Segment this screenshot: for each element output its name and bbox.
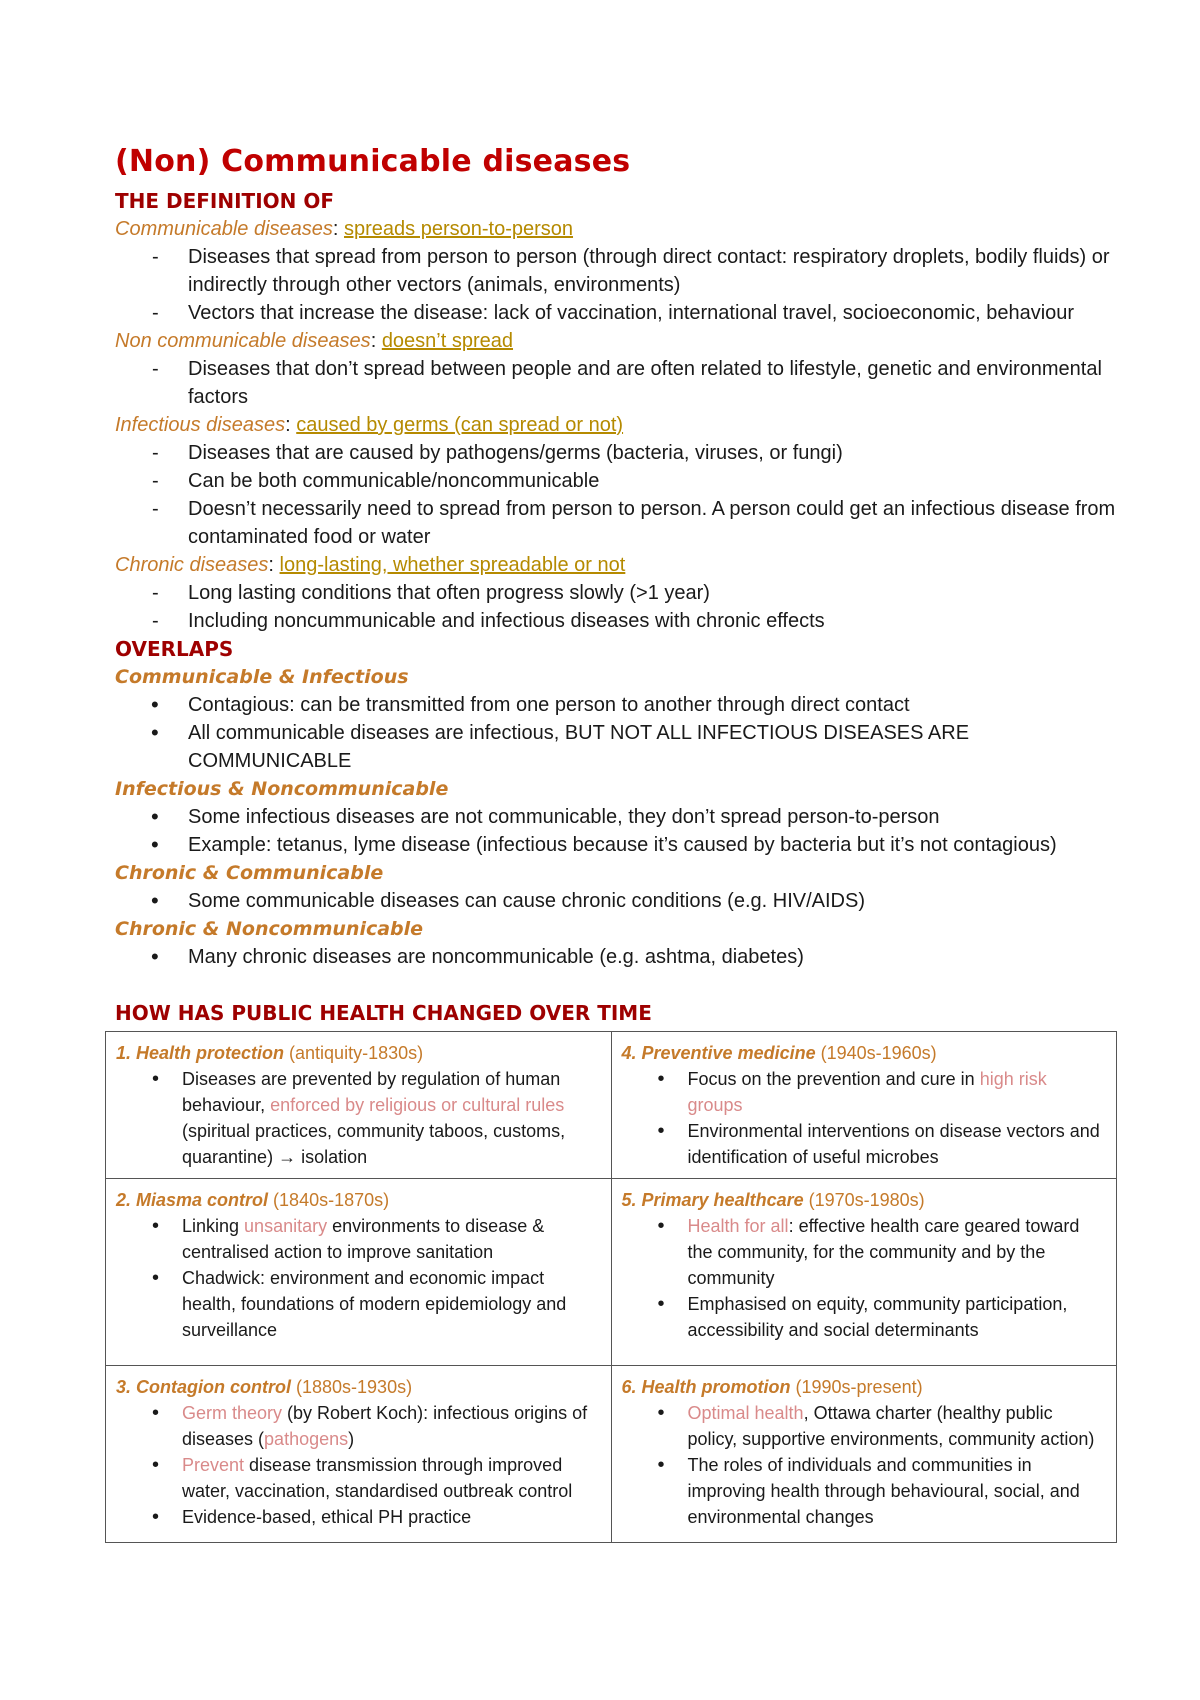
phase-heading: [622, 1374, 1107, 1400]
list-item: • Many chronic diseases are noncommunicable (e.g. ashtma, diabetes): [115, 943, 1125, 971]
definition-colon: :: [268, 554, 280, 576]
history-heading: HOW HAS PUBLIC HEALTH CHANGED OVER TIME: [115, 1001, 652, 1025]
table-row: [106, 1179, 1117, 1366]
list-item: - Diseases that don’t spread between people and are often related to lifestyle, genetic and environmental factors: [115, 355, 1125, 411]
list-item: • Example: tetanus, lyme disease (infectious because it’s caused by bacteria but it’s not contagious): [115, 831, 1125, 859]
table-row: [106, 1032, 1117, 1179]
list-item: • Some infectious diseases are not communicable, they don’t spread person-to-person: [115, 803, 1125, 831]
definition-bullets: [115, 243, 1125, 327]
definition-term: Chronic diseases: [115, 554, 269, 576]
highlight-text: Health for all: [687, 1216, 789, 1236]
bullet-text: Emphasised on equity, community participation, accessibility and social determinants: [687, 1294, 1068, 1340]
bullet-text: Diseases are prevented by regulation of human behaviour,: [182, 1069, 561, 1115]
overlap-bullets: [115, 943, 1125, 971]
list-item: [116, 1504, 601, 1530]
phase-bullets: [116, 1213, 601, 1343]
phase-cell: [106, 1366, 612, 1543]
bullet-text: ): [348, 1429, 355, 1449]
list-item: - Vectors that increase the disease: lack of vaccination, international travel, socioeconomic, behaviour: [115, 299, 1125, 327]
definition-line: [115, 551, 1125, 579]
definition-colon: :: [332, 218, 345, 240]
bullet-text: Evidence-based, ethical PH practice: [182, 1507, 472, 1527]
bullet-text: disease transmission through improved water, vaccination, standardised outbreak control: [182, 1455, 573, 1501]
phase-number: 6.: [621, 1377, 642, 1397]
phase-years: (1970s-1980s): [803, 1190, 925, 1210]
definition-bullets: [115, 355, 1125, 411]
list-item: [116, 1265, 601, 1343]
list-item: - Can be both communicable/noncommunicable: [115, 467, 1125, 495]
definition-summary: long-lasting, whether spreadable or not: [279, 554, 626, 576]
list-item: • Contagious: can be transmitted from one person to another through direct contact: [115, 691, 1125, 719]
bullet-text: Linking: [182, 1216, 245, 1236]
phase-number: 1.: [116, 1043, 137, 1063]
highlight-text: Prevent: [182, 1455, 245, 1475]
definition-summary: doesn’t spread: [381, 330, 514, 352]
phase-name: Health protection: [136, 1043, 285, 1063]
bullet-text: The roles of individuals and communities in improving health through behavioural, social, and environmental changes: [687, 1455, 1080, 1527]
bullet-text: Chadwick: environment and economic impact health, foundations of modern epidemiology and surveillance: [182, 1268, 567, 1340]
phase-years: (1840s-1870s): [268, 1190, 390, 1210]
highlight-text: Germ theory: [182, 1403, 283, 1423]
document-page: [115, 144, 1125, 1543]
definition-term: Infectious diseases: [115, 414, 286, 436]
definition-line: [115, 327, 1125, 355]
overlap-bullets: [115, 887, 1125, 915]
highlight-text: Optimal health: [687, 1403, 804, 1423]
list-item: [622, 1400, 1107, 1452]
definition-term: Communicable diseases: [115, 218, 333, 240]
overlap-title: Chronic & Noncommunicable: [115, 918, 424, 940]
definitions-section: [115, 215, 1125, 635]
list-item: [116, 1066, 601, 1170]
list-item: [622, 1452, 1107, 1530]
phase-bullets: [622, 1213, 1107, 1343]
definition-bullets: [115, 439, 1125, 551]
overlap-bullets: [115, 803, 1125, 859]
phase-heading: [622, 1187, 1107, 1213]
overlap-title: Chronic & Communicable: [115, 862, 384, 884]
list-item: - Long lasting conditions that often progress slowly (>1 year): [115, 579, 1125, 607]
history-table: [105, 1031, 1117, 1543]
list-item: - Doesn’t necessarily need to spread from person to person. A person could get an infectious disease from contaminated food or water: [115, 495, 1125, 551]
phase-years: (1990s-present): [790, 1377, 923, 1397]
definition-bullets: [115, 579, 1125, 635]
overlap-bullets: [115, 691, 1125, 775]
definition-summary: caused by germs (can spread or not): [296, 414, 624, 436]
bullet-text: Focus on the prevention and cure in: [687, 1069, 980, 1089]
list-item: [116, 1452, 601, 1504]
list-item: [116, 1213, 601, 1265]
overlap-title: Infectious & Noncommunicable: [115, 778, 449, 800]
phase-cell: [611, 1366, 1117, 1543]
list-item: [116, 1400, 601, 1452]
phase-heading: [116, 1040, 601, 1066]
phase-cell: [106, 1179, 612, 1366]
phase-number: 4.: [621, 1043, 642, 1063]
list-item: • Some communicable diseases can cause chronic conditions (e.g. HIV/AIDS): [115, 887, 1125, 915]
phase-name: Miasma control: [136, 1190, 269, 1210]
bullet-text: (by Robert Koch): infectious origins of diseases (: [182, 1403, 588, 1449]
list-item: [622, 1118, 1107, 1170]
phase-heading: [116, 1187, 601, 1213]
bullet-text: (spiritual practices, community taboos, customs, quarantine) → isolation: [182, 1121, 566, 1167]
table-row: [106, 1366, 1117, 1543]
definition-term: Non communicable diseases: [115, 330, 371, 352]
phase-name: Preventive medicine: [641, 1043, 816, 1063]
phase-name: Health promotion: [641, 1377, 791, 1397]
definitions-heading: THE DEFINITION OF: [115, 189, 335, 213]
bullet-text: environments to disease & centralised action to improve sanitation: [182, 1216, 545, 1262]
list-item: • All communicable diseases are infectious, BUT NOT ALL INFECTIOUS DISEASES ARE COMMUNICABLE: [115, 719, 1125, 775]
list-item: [622, 1291, 1107, 1343]
highlight-text: unsanitary: [244, 1216, 328, 1236]
phase-bullets: [116, 1400, 601, 1530]
list-item: - Including noncummunicable and infectious diseases with chronic effects: [115, 607, 1125, 635]
bullet-text: : effective health care geared toward the community, for the community and by the community: [687, 1216, 1080, 1288]
list-item: - Diseases that spread from person to person (through direct contact: respiratory droplets, bodily fluids) or indirectly through other vectors (animals, environments): [115, 243, 1125, 299]
list-item: - Diseases that are caused by pathogens/germs (bacteria, viruses, or fungi): [115, 439, 1125, 467]
bullet-text: , Ottawa charter (healthy public policy, supportive environments, community action): [687, 1403, 1095, 1449]
phase-years: (antiquity-1830s): [284, 1043, 424, 1063]
list-item: [622, 1066, 1107, 1118]
definition-colon: :: [370, 330, 382, 352]
phase-name: Primary healthcare: [641, 1190, 804, 1210]
definition-line: [115, 411, 1125, 439]
definition-summary: spreads person-to-person: [344, 218, 574, 240]
phase-years: (1940s-1960s): [815, 1043, 937, 1063]
phase-cell: [611, 1032, 1117, 1179]
phase-cell: [611, 1179, 1117, 1366]
highlight-text: enforced by religious or cultural rules: [270, 1095, 565, 1115]
overlaps-heading: OVERLAPS: [115, 637, 234, 661]
overlap-title: Communicable & Infectious: [115, 666, 409, 688]
page-title: (Non) Communicable diseases: [115, 144, 631, 179]
phase-bullets: [622, 1066, 1107, 1170]
overlaps-section: [115, 663, 1125, 971]
phase-bullets: [116, 1066, 601, 1170]
bullet-text: Environmental interventions on disease vectors and identification of useful microbes: [687, 1121, 1100, 1167]
highlight-text: pathogens: [264, 1429, 349, 1449]
phase-heading: [622, 1040, 1107, 1066]
phase-number: 2.: [116, 1190, 137, 1210]
phase-years: (1880s-1930s): [291, 1377, 413, 1397]
highlight-text: high risk groups: [687, 1069, 1047, 1115]
phase-cell: [106, 1032, 612, 1179]
definition-line: [115, 215, 1125, 243]
phase-heading: [116, 1374, 601, 1400]
list-item: [622, 1213, 1107, 1291]
definition-colon: :: [285, 414, 297, 436]
phase-number: 5.: [621, 1190, 642, 1210]
phase-name: Contagion control: [136, 1377, 291, 1397]
phase-number: 3.: [116, 1377, 137, 1397]
phase-bullets: [622, 1400, 1107, 1530]
